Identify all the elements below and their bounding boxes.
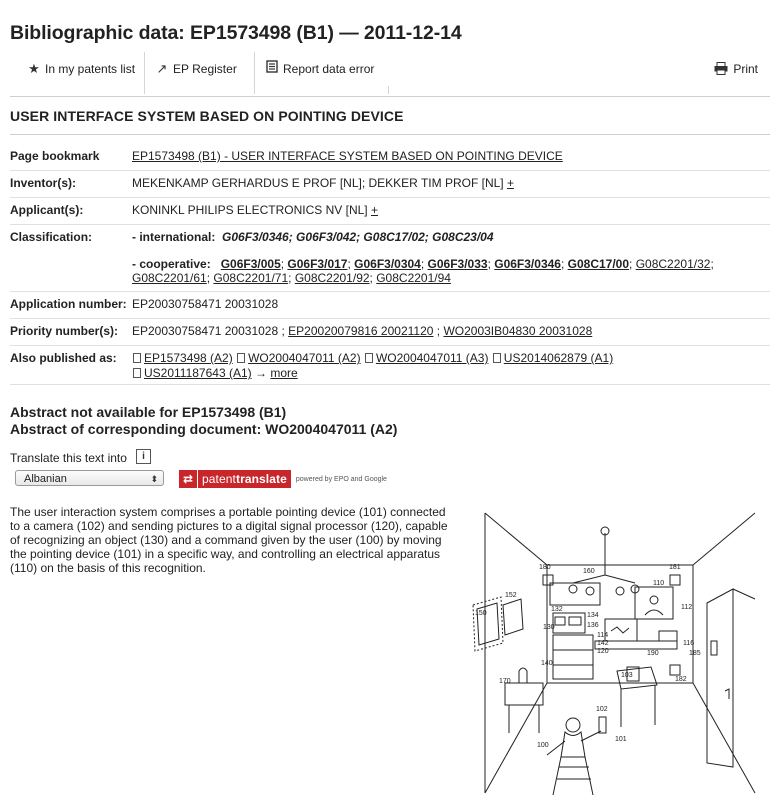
drawing-line (547, 731, 601, 755)
application-number-value: EP20030758471 20031028 (132, 297, 279, 311)
printer-icon (714, 54, 728, 88)
drawing-shape (519, 668, 527, 683)
drawing-label: 130 (543, 624, 555, 631)
drawing-label: 160 (583, 568, 595, 575)
patent-translate-logo (197, 470, 291, 488)
drawing-shape (503, 599, 523, 635)
priority-numbers-label: Priority number(s): (10, 324, 119, 338)
divider (10, 291, 770, 292)
publication-link[interactable]: US2014062879 (A1) (503, 351, 614, 365)
info-icon[interactable]: i (136, 449, 151, 464)
publication-link[interactable]: WO2004047011 (A2) (248, 351, 361, 365)
more-publications-link[interactable]: more (270, 366, 298, 380)
document-icon (493, 353, 501, 363)
classification-row (10, 230, 770, 290)
divider (10, 384, 770, 385)
drawing-line (725, 689, 729, 699)
cpc-link[interactable]: G08C2201/61 (132, 271, 207, 285)
drawing-shape (711, 641, 717, 655)
drawing-line (733, 589, 755, 599)
divider (10, 318, 770, 319)
drawing-label: 101 (615, 736, 627, 743)
abstract-heading-1: Abstract not available for EP1573498 (B1) (10, 404, 287, 420)
priority-number-value: EP20030758471 20031028 (132, 324, 279, 338)
page-bookmark-link[interactable]: EP1573498 (B1) - USER INTERFACE SYSTEM BASED ON POINTING DEVICE (132, 149, 563, 163)
drawing-line (553, 757, 593, 795)
my-patents-button[interactable] (26, 52, 145, 86)
cpc-link[interactable]: G06F3/017 (287, 257, 348, 271)
drawing-shape (605, 619, 637, 641)
page-heading: Bibliographic data: EP1573498 (B1) — 2011-12-14 (10, 22, 462, 44)
divider (10, 197, 770, 198)
document-icon (133, 353, 141, 363)
drawing-label: 120 (597, 648, 609, 655)
publication-link[interactable]: EP1573498 (A2) (144, 351, 233, 365)
drawing-label: 142 (597, 640, 609, 647)
cpc-link[interactable]: G08C17/00 (567, 257, 630, 271)
cpc-link[interactable]: G06F3/033 (427, 257, 488, 271)
drawing-shape (650, 596, 658, 604)
page-bookmark-label: Page bookmark (10, 149, 100, 163)
international-label: - international: (132, 230, 216, 244)
drawing-shape (553, 635, 593, 679)
drawing-label: 185 (689, 650, 701, 657)
divider (10, 345, 770, 346)
drawing-label: 152 (505, 592, 517, 599)
drawing-label: 134 (587, 612, 599, 619)
drawing-shape (561, 732, 585, 757)
language-select-value: Albanian (24, 473, 67, 485)
abstract-heading-2: Abstract of corresponding document: WO2004047011 (A2) (10, 421, 398, 437)
publication-link[interactable]: WO2004047011 (A3) (375, 351, 489, 365)
report-error-button[interactable] (264, 52, 388, 86)
drawing-label: 116 (683, 640, 695, 647)
drawing-line (645, 610, 663, 615)
drawing-label: 181 (669, 564, 681, 571)
select-arrows-icon: ⬍ (150, 474, 158, 484)
inventors-label: Inventor(s): (10, 176, 76, 190)
inventors-more-link[interactable]: + (506, 176, 514, 190)
drawing-label: 110 (653, 580, 665, 587)
applicants-label: Applicant(s): (10, 203, 84, 217)
drawing-shape (505, 683, 543, 705)
drawing-line (485, 683, 547, 793)
international-value: G06F3/0346; G06F3/042; G08C17/02; G08C23/04 (222, 230, 494, 244)
inventors-value: MEKENKAMP GERHARDUS E PROF [NL]; DEKKER TIM PROF [NL] (132, 176, 504, 190)
print-button[interactable] (714, 52, 758, 86)
external-arrow-icon: ↗ (156, 61, 168, 76)
divider (10, 170, 770, 171)
cpc-link[interactable]: G08C2201/71 (213, 271, 289, 285)
also-published-row (10, 351, 770, 383)
cooperative-block: - cooperative: G06F3/005; G06F3/017; G06F3/0304; G06F3/033; G06F3/0346; G08C17/00; G08C2201/32; G08C2201/61; G08C2201/71; G08C2201/92; G08C2201/94 (132, 257, 714, 285)
cpc-link[interactable]: G06F3/005 (220, 257, 281, 271)
report-icon (264, 52, 280, 86)
drawing-shape (599, 717, 606, 733)
also-published-list (132, 351, 762, 381)
drawing-line (693, 513, 755, 565)
abstract-text: The user interaction system comprises a portable pointing device (101) connected to a camera (102) and sending pictures to a digital signal processor (120), capable of recognizing an object (130) and a command given by the user (100) by moving the pointing device (101) in a specific way, and controlling an electrical apparatus (110) on the basis of this recognition. (10, 505, 448, 575)
star-icon: ★ (28, 61, 40, 76)
patent-drawing (455, 505, 770, 797)
publication-link[interactable]: US2011187643 (A1) (144, 366, 252, 380)
drawing-label: 132 (551, 606, 563, 613)
classification-label: Classification: (10, 230, 93, 244)
drawing-shape (569, 617, 581, 625)
powered-by-text: powered by EPO and Google (295, 475, 387, 483)
language-select[interactable] (15, 470, 164, 486)
document-title: USER INTERFACE SYSTEM BASED ON POINTING DEVICE (10, 108, 404, 124)
drawing-line (573, 575, 635, 583)
toolbar (10, 52, 770, 97)
toolbar-divider (254, 86, 255, 94)
divider (10, 134, 770, 135)
drawing-shape (635, 587, 673, 619)
translate-arrows-icon: ⇄ (179, 470, 197, 488)
drawing-shape (569, 585, 577, 593)
translate-label: Translate this text into (10, 451, 127, 465)
drawing-shape (670, 575, 680, 585)
cpc-link[interactable]: G06F3/0346 (494, 257, 561, 271)
document-icon (365, 353, 373, 363)
cpc-link[interactable]: G08C2201/94 (376, 271, 451, 285)
applicants-value: KONINKL PHILIPS ELECTRONICS NV [NL] (132, 203, 368, 217)
drawing-label: 182 (675, 676, 687, 683)
drawing-line (611, 627, 629, 633)
applicants-more-link[interactable]: + (370, 203, 378, 217)
drawing-label: 103 (621, 672, 633, 679)
priority-number-link[interactable]: EP20020079816 20021120 (288, 324, 434, 338)
drawing-label: 190 (647, 650, 659, 657)
logo-part-patent: patent (202, 472, 236, 486)
drawing-shape (566, 718, 580, 732)
also-published-label: Also published as: (10, 351, 117, 365)
patent-translate-button[interactable] (179, 470, 387, 488)
ep-register-link[interactable] (154, 52, 255, 86)
print-label: Print (733, 62, 758, 76)
toolbar-divider (144, 86, 145, 94)
my-patents-label: In my patents list (45, 62, 136, 76)
drawing-shape (586, 587, 594, 595)
drawing-shape (670, 665, 680, 675)
drawing-line (693, 683, 755, 793)
divider (10, 224, 770, 225)
drawing-shape (616, 587, 624, 595)
logo-part-translate: translate (235, 472, 287, 486)
more-arrow-icon: → (254, 366, 267, 380)
document-icon (237, 353, 245, 363)
drawing-label: 136 (587, 622, 599, 629)
application-number-label: Application number: (10, 297, 127, 311)
drawing-line (485, 513, 547, 565)
cpc-link[interactable]: G06F3/0304 (354, 257, 421, 271)
drawing-shape (555, 617, 565, 625)
ep-register-label: EP Register (173, 62, 237, 76)
drawing-label: 112 (681, 604, 693, 611)
drawing-label: 180 (539, 564, 551, 571)
drawing-shape (707, 589, 733, 767)
report-error-label: Report data error (283, 62, 375, 76)
drawing-label: 140 (541, 660, 553, 667)
cpc-link[interactable]: G08C2201/92 (294, 271, 370, 285)
cpc-link[interactable]: G08C2201/32 (635, 257, 711, 271)
drawing-label: 102 (596, 706, 608, 713)
cooperative-label: - cooperative: (132, 257, 211, 271)
document-icon (133, 368, 141, 378)
drawing-label: 150 (475, 610, 487, 617)
drawing-shape (659, 631, 677, 641)
drawing-label: 170 (499, 678, 511, 685)
toolbar-divider (388, 86, 389, 94)
priority-number-link[interactable]: WO2003IB04830 20031028 (443, 324, 593, 338)
drawing-label: 114 (597, 632, 609, 639)
drawing-label: 100 (537, 742, 549, 749)
